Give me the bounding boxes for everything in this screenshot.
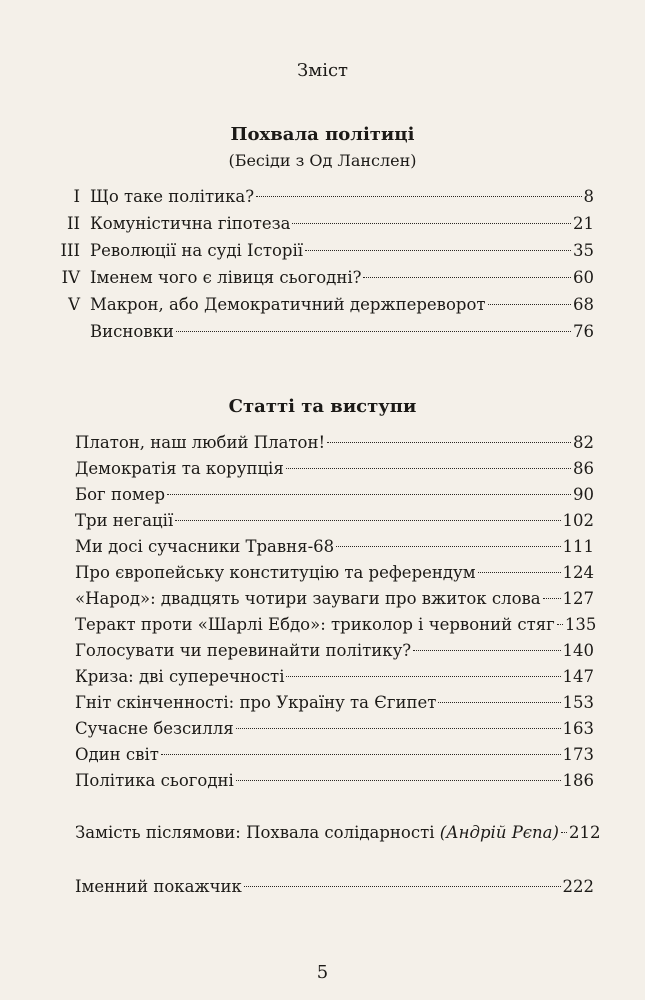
- entry-title: Ми досі сучасники Травня-68: [75, 537, 335, 556]
- entry-page: 135: [564, 615, 597, 634]
- entry-title: Теракт проти «Шарлі Ебдо»: триколор і червоний стяг: [75, 615, 555, 634]
- dot-leader: [305, 250, 571, 251]
- entry-page: 76: [573, 322, 594, 341]
- toc-entry[interactable]: [34, 238, 594, 264]
- entry-title: Комуністична гіпотеза: [90, 214, 291, 233]
- entry-title: Висновки: [90, 322, 174, 341]
- entry-page: 127: [562, 589, 594, 608]
- toc-entry[interactable]: [34, 265, 594, 291]
- dot-leader: [488, 304, 571, 305]
- entry-title: Один світ: [75, 745, 159, 764]
- dot-leader: [256, 196, 581, 197]
- entry-page: 147: [562, 667, 594, 686]
- entry-page: 60: [573, 268, 594, 287]
- entry-page: 86: [573, 459, 594, 478]
- section-heading-praise-of-politics: Похвала політиці: [230, 124, 415, 145]
- entry-page: 111: [562, 537, 594, 556]
- entry-title: Голосувати чи перевинайти політику?: [75, 641, 412, 660]
- entry-title: Криза: дві суперечності: [75, 667, 285, 686]
- toc-entry[interactable]: [75, 768, 594, 794]
- entry-title: Демократія та корупція: [75, 459, 284, 478]
- toc-entry[interactable]: [75, 482, 594, 508]
- entry-author: (Андрій Рєпа): [439, 823, 559, 842]
- dot-leader: [175, 520, 560, 521]
- entry-page: 222: [562, 877, 594, 896]
- entry-page: 163: [562, 719, 594, 738]
- toc-entry[interactable]: [34, 211, 594, 237]
- chapter-number: III: [60, 241, 80, 260]
- entry-title: Політика сьогодні: [75, 771, 234, 790]
- entry-page: 35: [573, 241, 594, 260]
- entry-page: 8: [583, 187, 594, 206]
- entry-page: 212: [568, 823, 601, 842]
- toc-entry-index[interactable]: [75, 874, 594, 900]
- dot-leader: [363, 277, 571, 278]
- entry-page: 21: [573, 214, 594, 233]
- entry-page: 90: [573, 485, 594, 504]
- entry-page: 68: [573, 295, 594, 314]
- toc-entry[interactable]: [75, 612, 597, 638]
- toc-entry[interactable]: [34, 319, 594, 345]
- dot-leader: [286, 676, 560, 677]
- section-heading-articles: Статті та виступи: [228, 396, 417, 417]
- entry-title: Що таке політика?: [90, 187, 255, 206]
- toc-entry[interactable]: [75, 508, 594, 534]
- entry-page: 102: [562, 511, 594, 530]
- dot-leader: [286, 468, 571, 469]
- toc-entry[interactable]: [34, 184, 594, 210]
- dot-leader: [176, 331, 571, 332]
- entry-title: «Народ»: двадцять чотири зауваги про вжиток слова: [75, 589, 541, 608]
- entry-page: 186: [562, 771, 594, 790]
- entry-page: 173: [562, 745, 594, 764]
- entry-title: Замість післямови: Похвала солідарності (Андрій Рєпа): [75, 823, 559, 842]
- dot-leader: [161, 754, 561, 755]
- toc-entry[interactable]: [75, 690, 594, 716]
- entry-title: Гніт скінченності: про Україну та Єгипет: [75, 693, 437, 712]
- dot-leader: [543, 598, 561, 599]
- entry-page: 153: [562, 693, 594, 712]
- toc-entry[interactable]: [34, 292, 594, 318]
- section-subheading: (Бесіди з Од Ланслен): [228, 151, 417, 170]
- chapter-number: II: [66, 214, 80, 233]
- dot-leader: [438, 702, 560, 703]
- page-number: 5: [316, 962, 329, 983]
- dot-leader: [561, 832, 567, 833]
- entry-title: Макрон, або Демократичний держпереворот: [90, 295, 486, 314]
- dot-leader: [292, 223, 571, 224]
- entry-title: Іменний покажчик: [75, 877, 242, 896]
- dot-leader: [327, 442, 571, 443]
- entry-page: 82: [573, 433, 594, 452]
- entry-title: Про європейську конституцію та референдум: [75, 563, 476, 582]
- entry-title: Платон, наш любий Платон!: [75, 433, 326, 452]
- toc-entry[interactable]: [75, 534, 594, 560]
- dot-leader: [167, 494, 571, 495]
- chapter-number: V: [68, 295, 80, 314]
- chapter-number: I: [73, 187, 80, 206]
- dot-leader: [557, 624, 563, 625]
- entry-page: 140: [562, 641, 594, 660]
- toc-entry[interactable]: [75, 742, 594, 768]
- dot-leader: [478, 572, 561, 573]
- toc-entry[interactable]: [75, 664, 594, 690]
- toc-entry[interactable]: [75, 638, 594, 664]
- entry-title: Сучасне безсилля: [75, 719, 234, 738]
- toc-entry-afterword[interactable]: [75, 820, 601, 846]
- dot-leader: [413, 650, 560, 651]
- chapter-number: IV: [61, 268, 80, 287]
- page-title: Зміст: [296, 60, 348, 81]
- toc-entry[interactable]: [75, 456, 594, 482]
- dot-leader: [236, 728, 561, 729]
- toc-entry[interactable]: [75, 716, 594, 742]
- entry-title: Три негації: [75, 511, 174, 530]
- entry-page: 124: [562, 563, 594, 582]
- entry-title: Бог помер: [75, 485, 166, 504]
- entry-title: Революції на суді Історії: [90, 241, 303, 260]
- toc-entry[interactable]: [75, 586, 594, 612]
- dot-leader: [244, 886, 561, 887]
- entry-title: Іменем чого є лівиця сьогодні?: [90, 268, 362, 287]
- dot-leader: [236, 780, 561, 781]
- toc-entry[interactable]: [75, 560, 594, 586]
- toc-entry[interactable]: [75, 430, 594, 456]
- dot-leader: [336, 546, 560, 547]
